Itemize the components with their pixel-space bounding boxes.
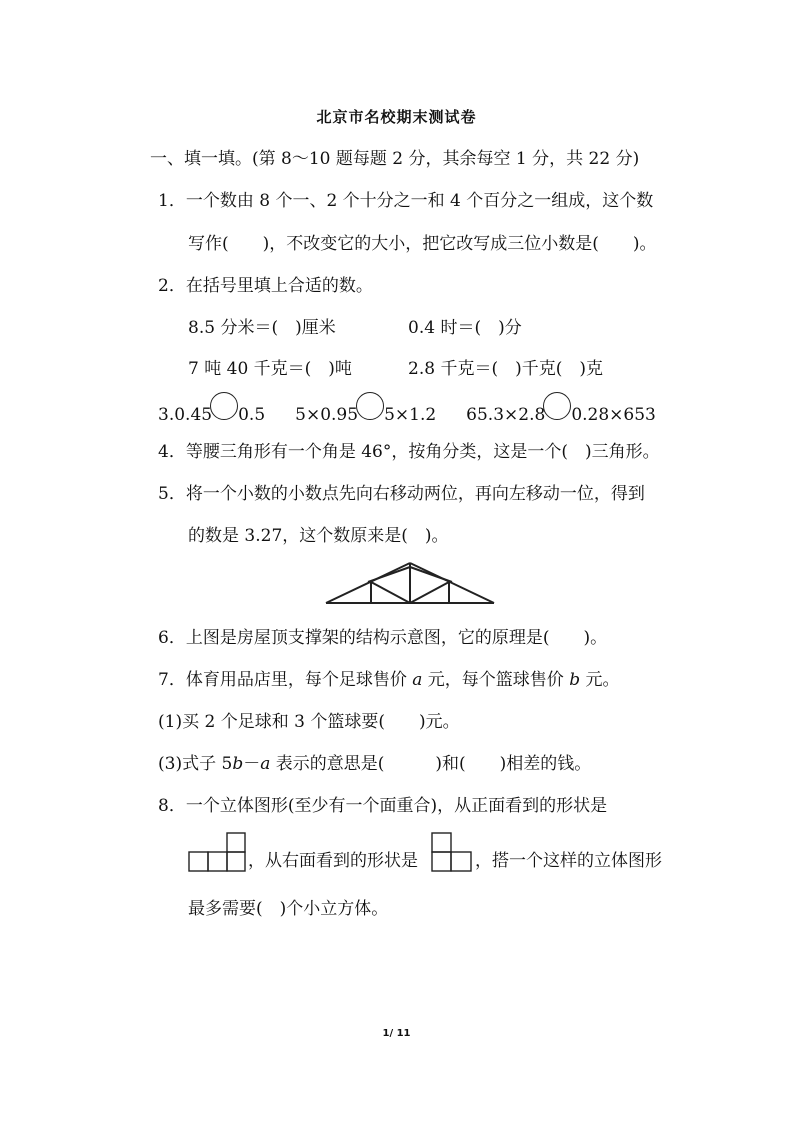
question-5-line-1: 5．将一个小数的小数点先向右移动两位，再向左移动一位，得到 bbox=[158, 484, 645, 504]
right-view-grid-icon bbox=[431, 831, 473, 873]
section-heading: 一、填一填。(第 8～10 题每题 2 分，其余每空 1 分，共 22 分) bbox=[150, 149, 640, 169]
variable-b: b bbox=[569, 670, 581, 690]
question-7-sub-1: (1)买 2 个足球和 3 个篮球要( )元。 bbox=[158, 712, 460, 732]
compare-circle-blank[interactable] bbox=[210, 392, 238, 420]
question-3-number: 3. bbox=[158, 405, 175, 425]
sub3-var-a: a bbox=[260, 754, 271, 774]
question-7-sub-3 bbox=[158, 753, 591, 775]
sub3-prefix: (3)式子 5 bbox=[158, 754, 233, 774]
compare-a-right: 0.5 bbox=[238, 405, 266, 425]
sub3-minus: － bbox=[243, 754, 261, 774]
question-7-text-a: 7．体育用品店里，每个足球售价 bbox=[158, 670, 413, 690]
question-8-line-2a: ，从右面看到的形状是 bbox=[248, 851, 418, 871]
compare-b-right: 5×1.2 bbox=[384, 405, 437, 425]
question-1-line-2: 写作( )，不改变它的大小，把它改写成三位小数是( )。 bbox=[188, 234, 657, 254]
question-7-text-b: 元，每个篮球售价 bbox=[422, 670, 570, 690]
question-2-prompt: 2．在括号里填上合适的数。 bbox=[158, 276, 373, 296]
question-5-line-2: 的数是 3.27，这个数原来是( )。 bbox=[188, 526, 449, 546]
question-7-text-c: 元。 bbox=[580, 670, 620, 690]
question-2-item-b: 0.4 时＝( )分 bbox=[408, 318, 522, 338]
page-title: 北京市名校期末测试卷 bbox=[316, 108, 477, 126]
variable-a: a bbox=[412, 670, 423, 690]
sub3-suffix: 表示的意思是( )和( )相差的钱。 bbox=[270, 754, 592, 774]
question-7-line-1 bbox=[158, 669, 619, 691]
question-8-line-1: 8．一个立体图形(至少有一个面重合)，从正面看到的形状是 bbox=[158, 796, 608, 816]
compare-b-left: 5×0.95 bbox=[295, 405, 359, 425]
roof-truss-diagram bbox=[324, 560, 496, 608]
page-number: 1/ 11 bbox=[382, 1028, 411, 1039]
compare-circle-blank[interactable] bbox=[356, 392, 384, 420]
question-3-row bbox=[158, 404, 656, 426]
question-2-item-a: 8.5 分米＝( )厘米 bbox=[188, 318, 336, 338]
compare-c-right: 0.28×653 bbox=[571, 405, 656, 425]
question-4: 4．等腰三角形有一个角是 46°，按角分类，这是一个( )三角形。 bbox=[158, 442, 660, 462]
sub3-var-b: b bbox=[232, 754, 244, 774]
question-6: 6．上图是房屋顶支撑架的结构示意图，它的原理是( )。 bbox=[158, 628, 608, 648]
compare-circle-blank[interactable] bbox=[543, 392, 571, 420]
question-8-line-2b: ，搭一个这样的立体图形 bbox=[475, 851, 662, 871]
compare-c-left: 65.3×2.8 bbox=[466, 405, 546, 425]
compare-a-left: 0.45 bbox=[174, 405, 213, 425]
question-2-item-d: 2.8 千克＝( )千克( )克 bbox=[408, 359, 603, 379]
question-8-line-3: 最多需要( )个小立方体。 bbox=[188, 899, 389, 919]
question-2-item-c: 7 吨 40 千克＝( )吨 bbox=[188, 359, 352, 379]
front-view-grid-icon bbox=[188, 831, 246, 873]
question-1-line-1: 1．一个数由 8 个一、2 个十分之一和 4 个百分之一组成，这个数 bbox=[158, 191, 654, 211]
